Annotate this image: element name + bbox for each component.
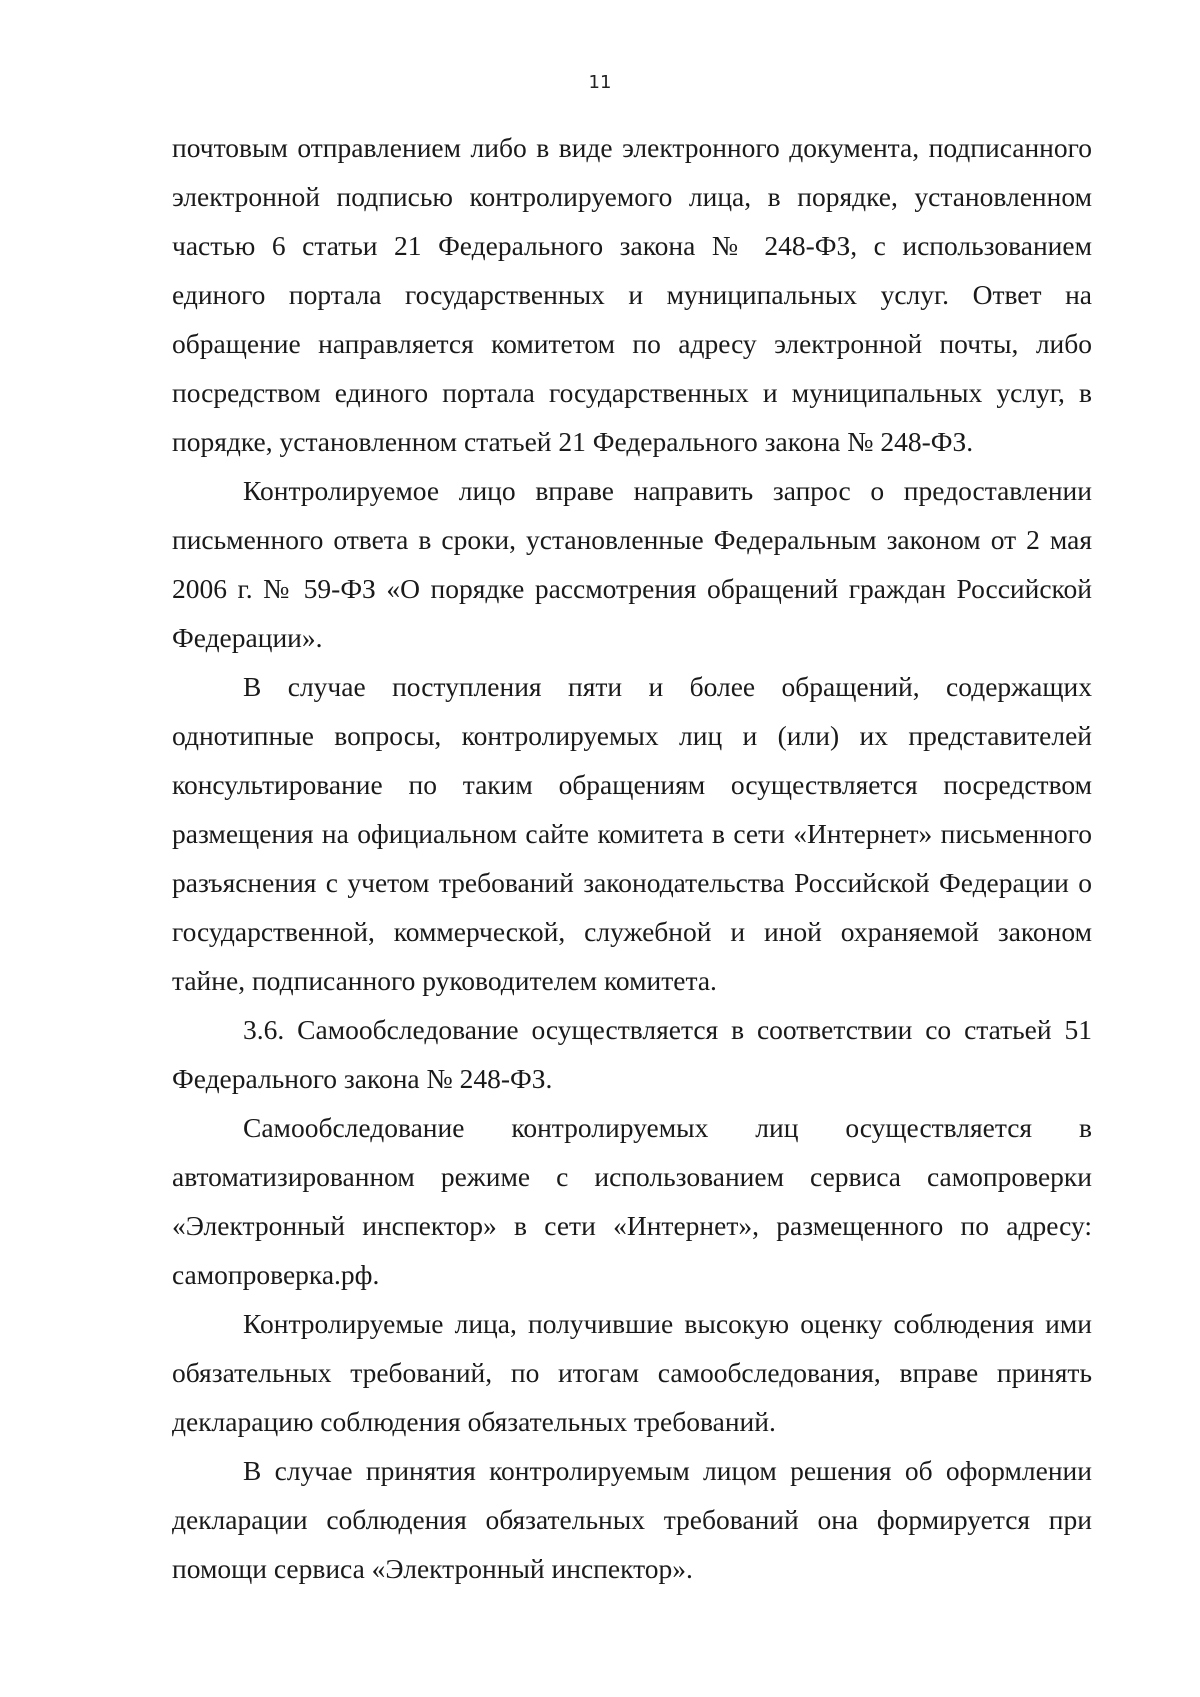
paragraph: Самообследование контролируемых лиц осуществляется в автоматизированном режиме с использованием сервиса самопроверки «Электронный инспектор» в сети «Интернет», размещенного по адресу: самопроверка.рф. [172,1112,1092,1290]
paragraph: Контролируемое лицо вправе направить запрос о предоставлении письменного ответа в сроки, установленные Федеральным законом от 2 мая 2006 г. № 59-ФЗ «О порядке рассмотрения обращений граждан Российской Федерации». [172,475,1092,653]
paragraph: В случае принятия контролируемым лицом решения об оформлении декларации соблюдения обязательных требований она формируется при помощи сервиса «Электронный инспектор». [172,1455,1092,1584]
document-body [172,123,1092,1593]
paragraph: почтовым отправлением либо в виде электронного документа, подписанного электронной подписью контролируемого лица, в порядке, установленном частью 6 статьи 21 Федерального закона № 248-ФЗ, с использованием единого портала государственных и муниципальных услуг. Ответ на обращение направляется комитетом по адресу электронной почты, либо посредством единого портала государственных и муниципальных услуг, в порядке, установленном статьей 21 Федерального закона № 248-ФЗ. [172,132,1092,457]
paragraph: Контролируемые лица, получившие высокую оценку соблюдения ими обязательных требований, по итогам самообследования, вправе принять декларацию соблюдения обязательных требований. [172,1308,1092,1437]
paragraph: 3.6. Самообследование осуществляется в соответствии со статьей 51 Федерального закона № 248-ФЗ. [172,1014,1092,1094]
paragraph: В случае поступления пяти и более обращений, содержащих однотипные вопросы, контролируемых лиц и (или) их представителей консультирование по таким обращениям осуществляется посредством размещения на официальном сайте комитета в сети «Интернет» письменного разъяснения с учетом требований законодательства Российской Федерации о государственной, коммерческой, служебной и иной охраняемой законом тайне, подписанного руководителем комитета. [172,671,1092,996]
page-number: 11 [588,72,612,93]
